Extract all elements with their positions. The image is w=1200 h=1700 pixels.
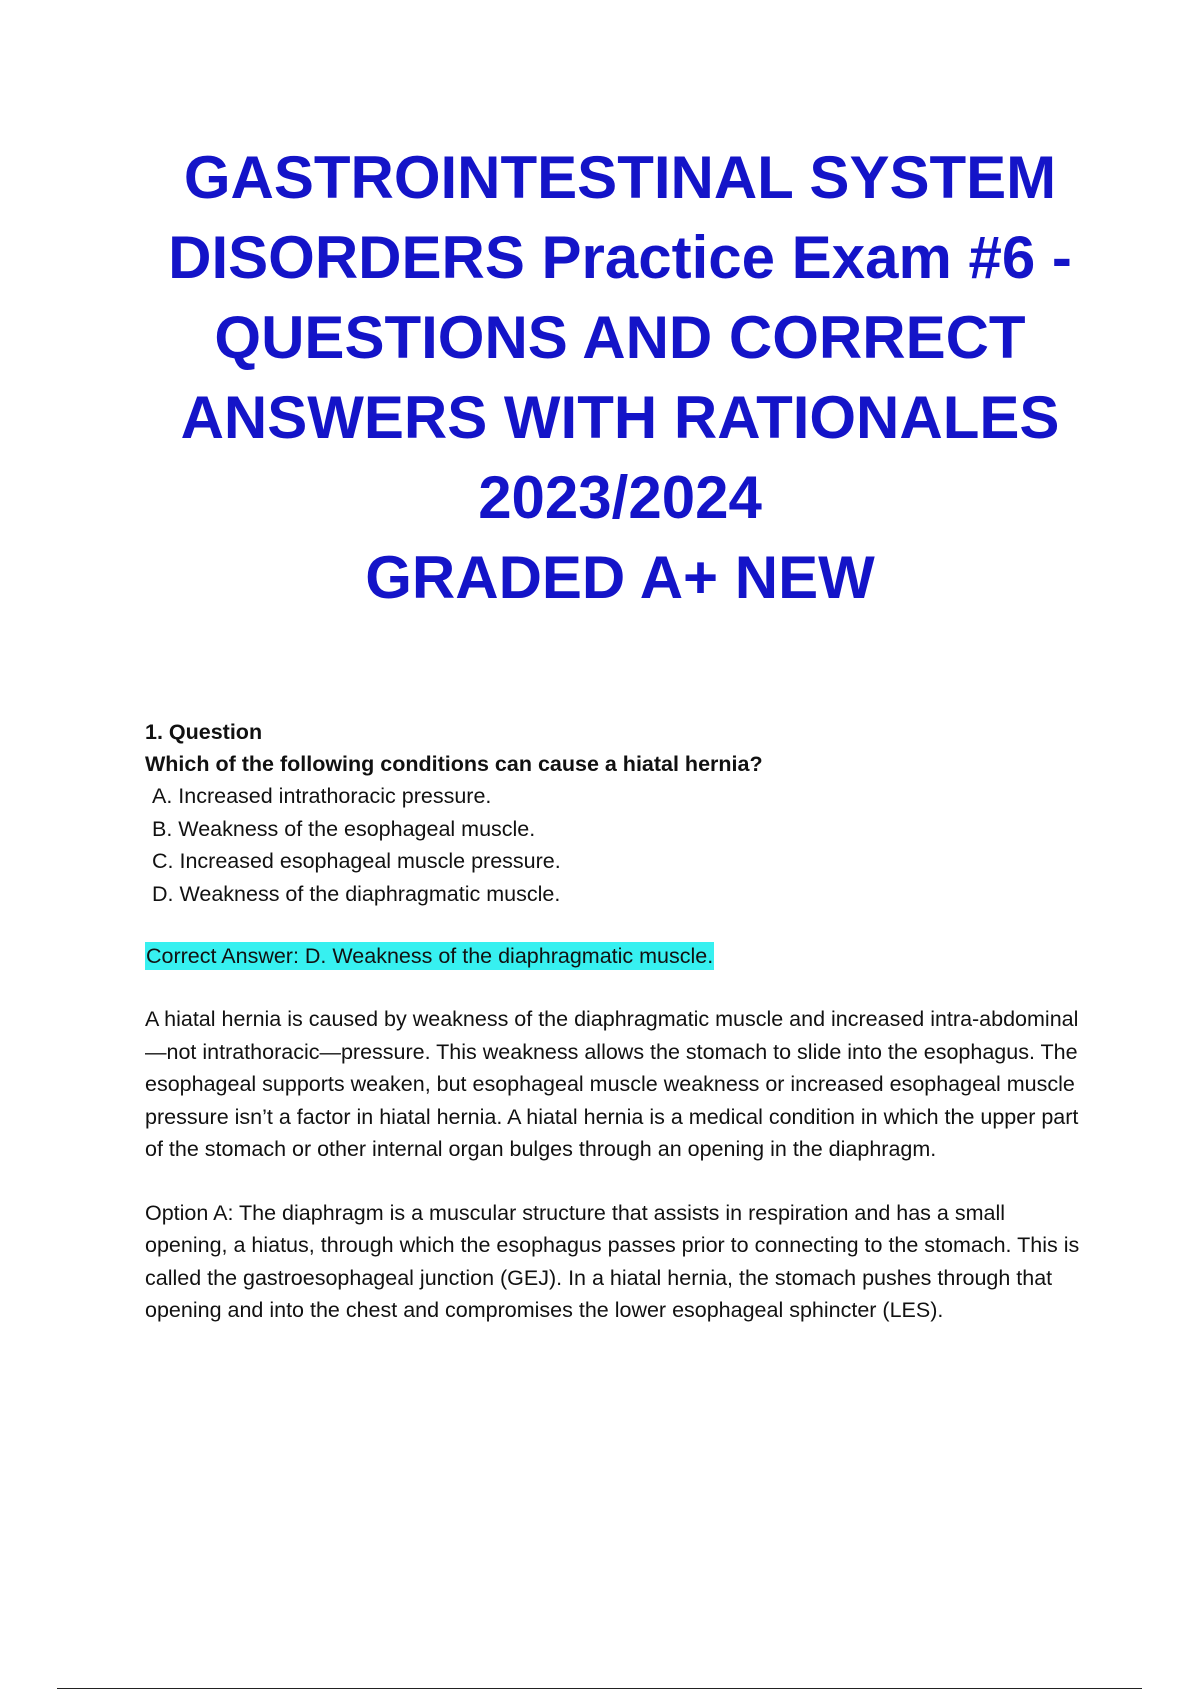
title-line: QUESTIONS AND CORRECT (214, 304, 1026, 371)
option-a-explanation: Option A: The diaphragm is a muscular structure that assists in respiration and has a small opening, a hiatus, through which the esophagus passes prior to connecting to the stomach. This is called the gastroesophageal junction (GEJ). In a hiatal hernia, the stomach pushes through that opening and into the chest and compromises the lower esophageal sphincter (LES). (145, 1200, 1080, 1322)
correct-answer-highlight: Correct Answer: D. Weakness of the diaphragmatic muscle. (146, 944, 714, 968)
title-line: GASTROINTESTINAL SYSTEM (183, 144, 1057, 211)
title-line: ANSWERS WITH RATIONALES (180, 384, 1060, 451)
option-c: C. Increased esophageal muscle pressure. (152, 849, 561, 873)
footer-divider (57, 1688, 1142, 1689)
title-line: DISORDERS Practice Exam #6 - (168, 224, 1072, 291)
question-section (145, 716, 1090, 1327)
option-b: B. Weakness of the esophageal muscle. (152, 816, 536, 841)
question-text: Which of the following conditions can cause a hiatal hernia? (145, 752, 763, 776)
correct-answer (145, 940, 1090, 972)
rationale-paragraph: A hiatal hernia is caused by weakness of the diaphragmatic muscle and increased intra-abdominal—not intrathoracic—pressure. This weakness allows the stomach to slide into the esophagus. The esophageal supports weaken, but esophageal muscle weakness or increased esophageal muscle pressure isn’t a factor in hiatal hernia. A hiatal hernia is a medical condition in which the upper part of the stomach or other internal organ bulges through an opening in the diaphragm. (145, 1007, 1079, 1161)
title-line: 2023/2024 (478, 464, 762, 531)
question-number: 1. Question (145, 720, 263, 744)
title-line: GRADED A+ NEW (365, 544, 875, 611)
option-d: D. Weakness of the diaphragmatic muscle. (152, 881, 561, 906)
answer-options (145, 780, 1090, 910)
option-a: A. Increased intrathoracic pressure. (152, 784, 492, 808)
document-title (110, 138, 1130, 618)
